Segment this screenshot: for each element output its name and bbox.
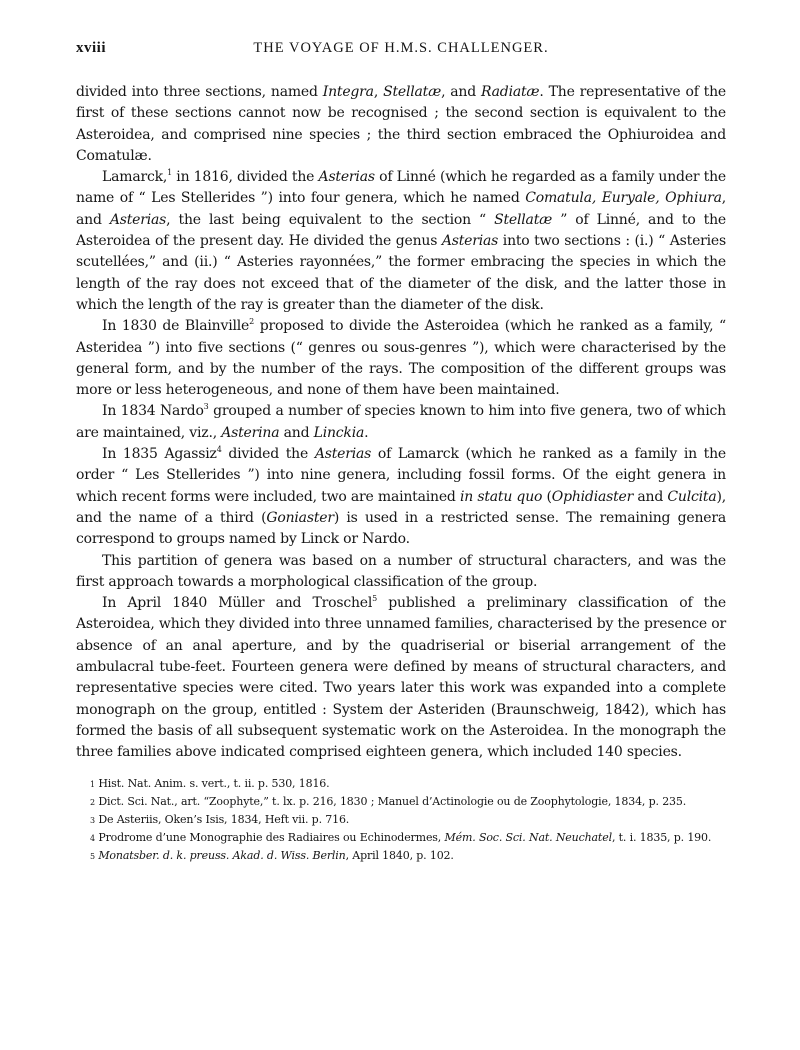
footnote-5: 5 Monatsber. d. k. preuss. Akad. d. Wiss. Berlin, April 1840, p. 102. xyxy=(90,848,454,862)
footnote-ref: 3 xyxy=(203,402,209,412)
footnote-ref: 2 xyxy=(249,317,255,327)
paragraph-2: Lamarck,$^1$ in 1816, divided the Asterias of Linné (which he regarded as a family under the name of “ Les Stellerides ”) into four genera, which he named Comatula, Euryale, Ophiura, and Asterias, the last being equivalent to the section “ Stellatæ ” of Linné, and to the Asteroidea of the present day. He divided the genus Asterias into two sections : (i.) “ Asteries scutellées,” and (ii.) “ Asteries rayonnées,” the former embracing the species in which the length of the ray does not exceed that of the diameter of the disk, and the latter those in which the length of the ray is greater than the diameter of the disk. xyxy=(76,168,727,313)
paragraph-7: In April 1840 Müller and Troschel$^5$ published a preliminary classification of the Asteroidea, which they divided into three unnamed families, characterised by the presence or absence of an anal aperture, and by the quadriserial or biserial arrangement of the ambulacral tube-feet. Fourteen genera were defined by means of structural characters, and representative species were cited. Two years later this work was expanded into a complete monograph on the group, entitled : System der Asteriden (Braunschweig, 1842), which has formed the basis of all subsequent systematic work on the Asteroidea. In the monograph the three families above indicated comprised eighteen genera, which included 140 species. xyxy=(76,594,727,761)
footnote-2: 2 Dict. Sci. Nat., art. “Zoophyte,” t. lx. p. 216, 1830 ; Manuel d’Actinologie ou de Zoophytologie, 1834, p. 235. xyxy=(90,794,687,808)
paragraph-1: divided into three sections, named Integra, Stellatæ, and Radiatæ. The representative of the first of these sections cannot now be recognised ; the second section is equivalent to the Asteroidea, and comprised nine species ; the third section embraced the Ophiuroidea and Comatulæ. xyxy=(76,84,726,164)
footnote-ref: 1 xyxy=(167,168,173,178)
page-header xyxy=(76,40,726,62)
footnotes xyxy=(76,776,726,864)
paragraph-4: In 1834 Nardo$^3$ grouped a number of species known to him into five genera, two of which are maintained, viz., Asterina and Linckia. xyxy=(76,402,726,441)
footnote-1: 1 Hist. Nat. Anim. s. vert., t. ii. p. 530, 1816. xyxy=(90,776,330,790)
footnote-4: 4 Prodrome d’une Monographie des Radiaires ou Echinodermes, Mém. Soc. Sci. Nat. Neuchatel, t. i. 1835, p. 190. xyxy=(90,830,712,844)
running-title: THE VOYAGE OF H.M.S. CHALLENGER. xyxy=(253,40,549,56)
page-number: xviii xyxy=(76,40,107,56)
footnote-3: 3 De Asteriis, Oken’s Isis, 1834, Heft vii. p. 716. xyxy=(90,812,350,826)
paragraph-5: In 1835 Agassiz$^4$ divided the Asterias of Lamarck (which he ranked as a family in the order “ Les Stellerides ”) into nine genera, including fossil forms. Of the eight genera in which recent forms were included, two are maintained in statu quo (Ophidiaster and Culcita), and the name of a third (Goniaster) is used in a restricted sense. The remaining genera correspond to groups named by Linck or Nardo. xyxy=(76,445,727,548)
footnote-ref: 5 xyxy=(372,594,378,604)
page xyxy=(76,40,726,866)
paragraph-3: In 1830 de Blainville$^2$ proposed to divide the Asteroidea (which he ranked as a family, “ Asteridea ”) into five sections (“ genres ou sous-genres ”), which were characterised by the general form, and by the number of the rays. The composition of the different groups was more or less heterogeneous, and none of them have been maintained. xyxy=(76,317,726,399)
paragraph-6: This partition of genera was based on a number of structural characters, and was the first approach towards a morphological classification of the group. xyxy=(76,552,726,590)
body-text xyxy=(76,82,726,764)
footnote-ref: 4 xyxy=(216,445,222,455)
